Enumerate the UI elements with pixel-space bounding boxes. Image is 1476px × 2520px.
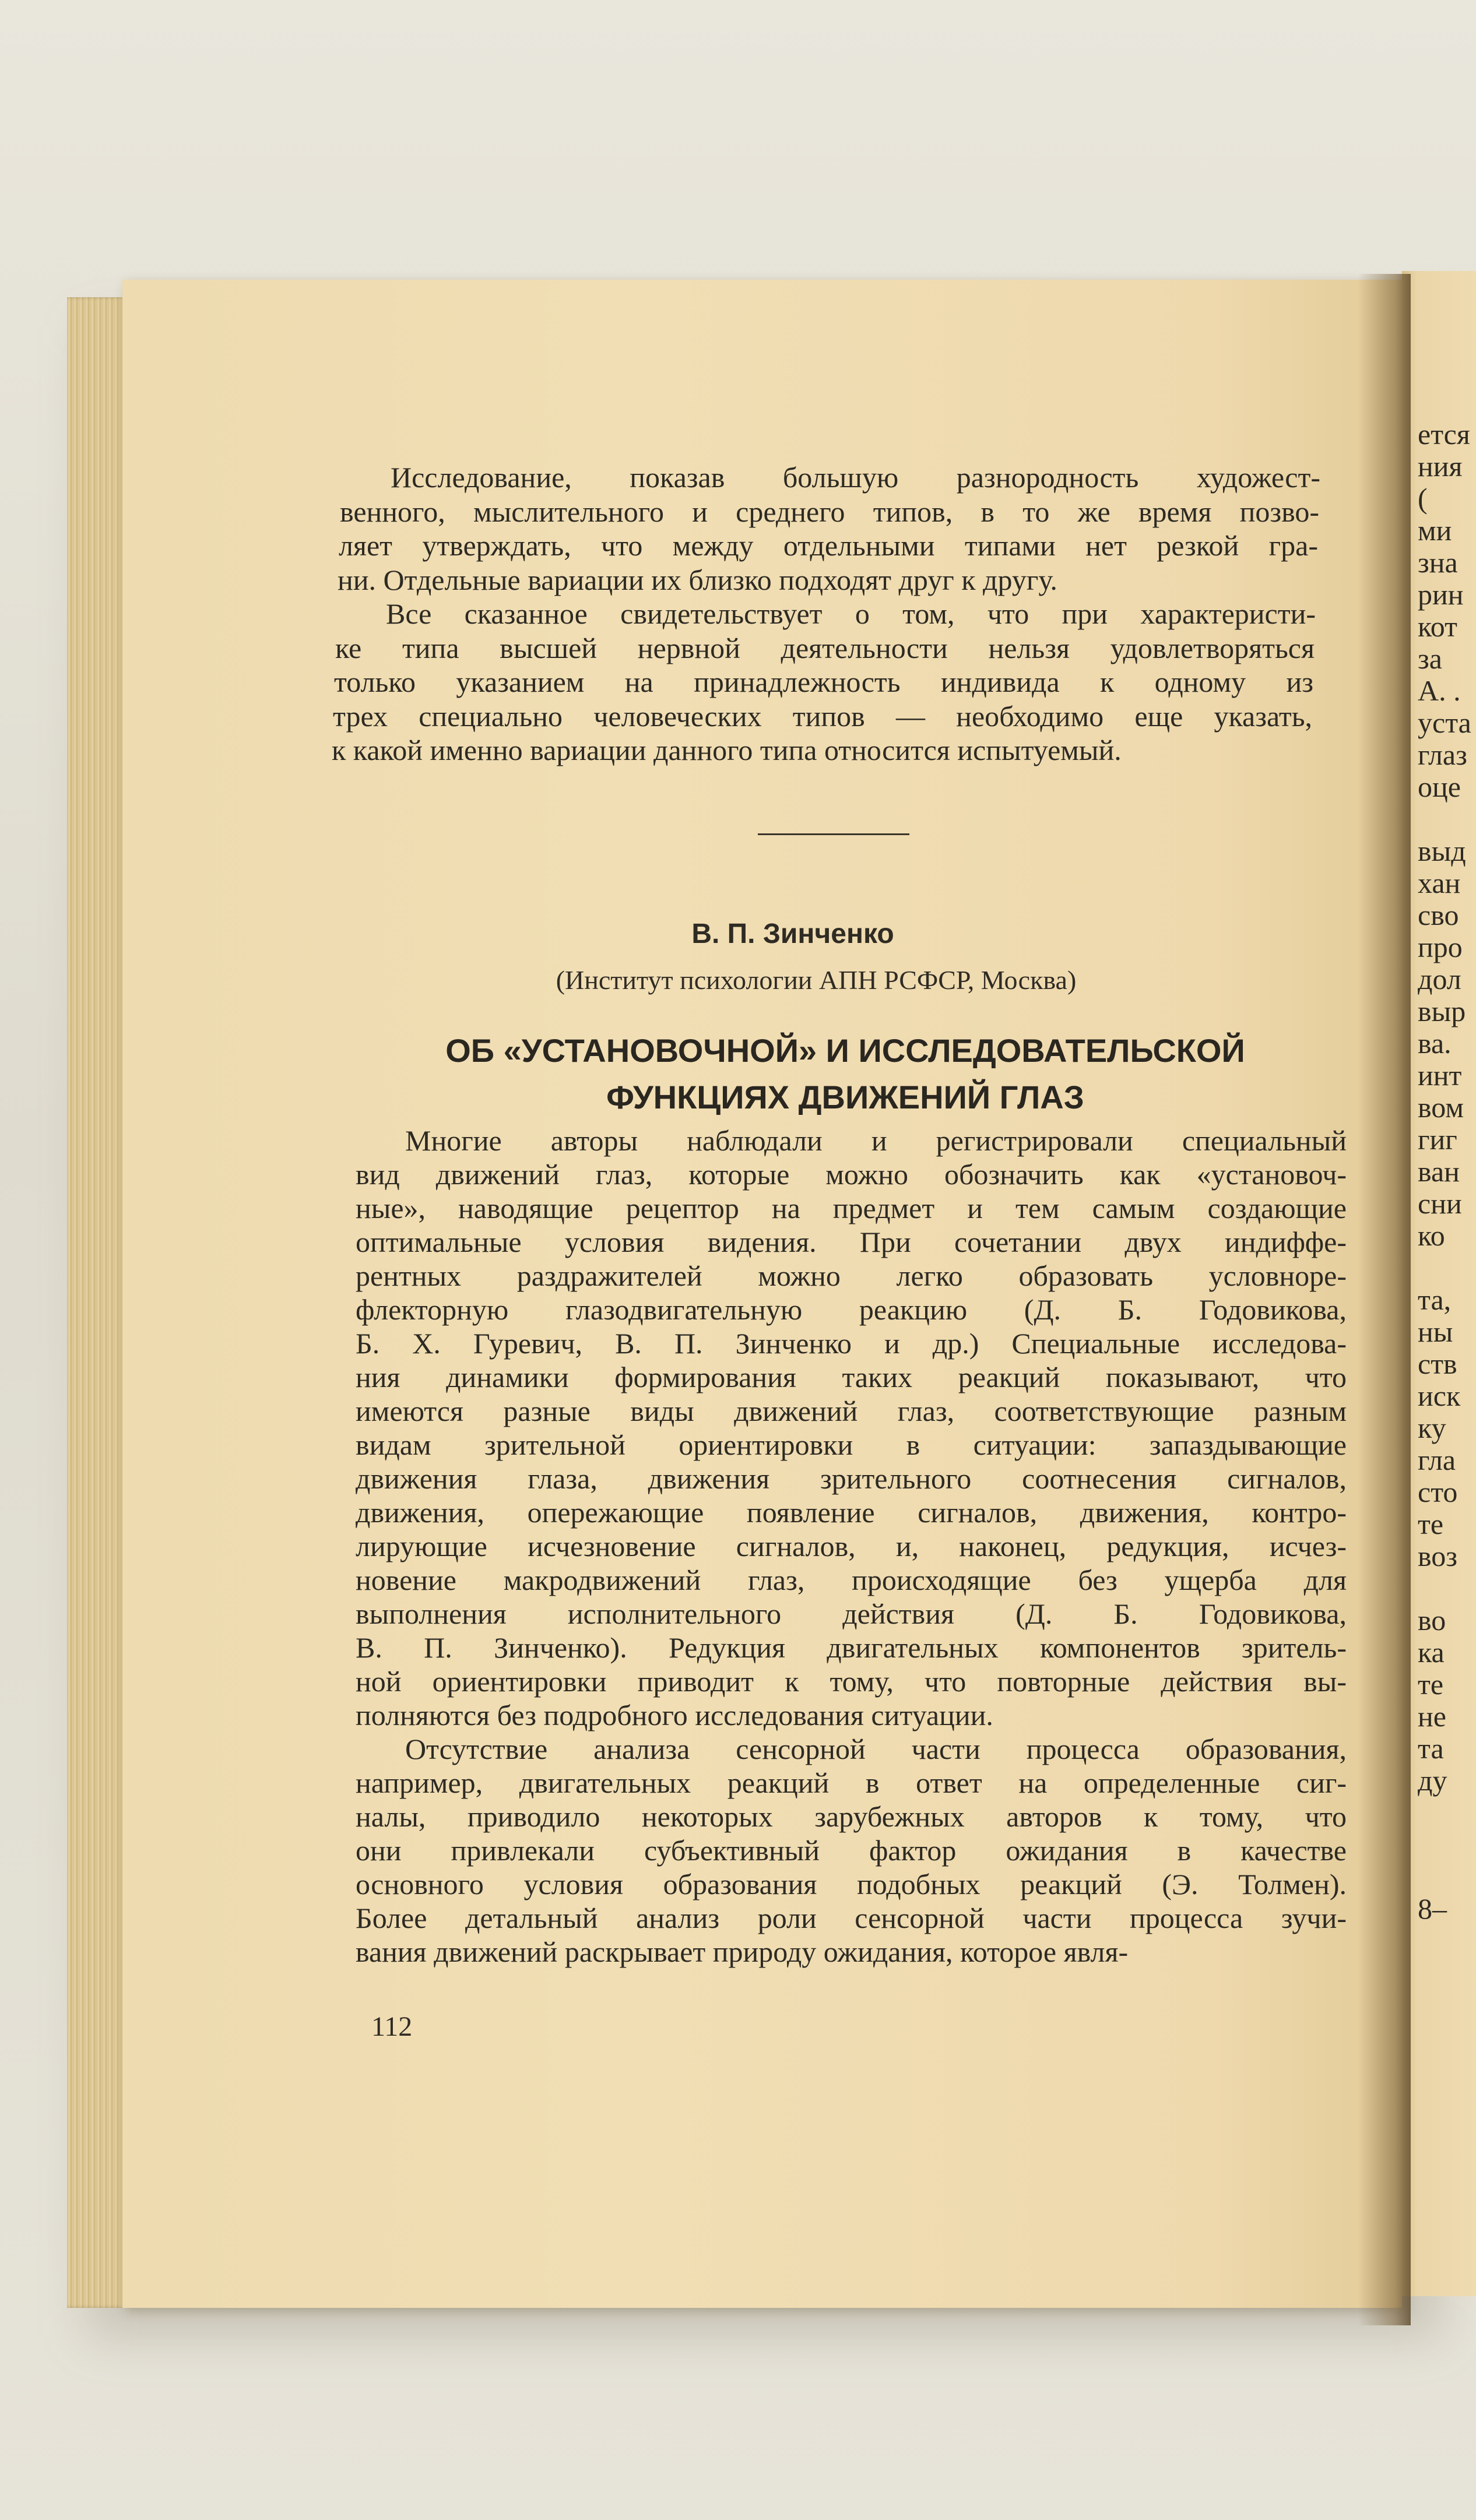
book-gutter [1358,274,1411,2325]
fragment-line: те [1418,1508,1444,1540]
text-line: они привлекали субъективный фактор ожидания в качестве [356,1834,1347,1867]
text-line: Многие авторы наблюдали и регистрировали специальный [405,1124,1347,1157]
text-line: Все сказанное свидетельствует о том, что при характеристи- [386,597,1316,630]
fragment-line: вом [1418,1091,1464,1124]
text-line: основного условия образования подобных реакций (Э. Толмен). [356,1868,1347,1900]
fragment-line [1418,803,1476,835]
fragment-line [1418,1572,1476,1604]
text-line: полняются без подробного исследования ситуации. [356,1699,993,1731]
text-line: венного, мыслительного и среднего типов, в то же время позво- [340,495,1319,528]
fragment-line: ду [1418,1764,1447,1797]
article-title-line-2: ФУНКЦИЯХ ДВИЖЕНИЙ ГЛАЗ [606,1079,1084,1115]
text-line: Более детальный анализ роли сенсорной части процесса зучи- [356,1902,1347,1934]
page-number: 112 [371,2011,413,2042]
page-edges [67,297,125,2308]
fragment-line: ния [1418,450,1463,483]
fragment-line: сто [1418,1476,1458,1508]
fragment-line [1418,1861,1476,1893]
text-line: ке типа высшей нервной деятельности нельзя удовлетворяться [335,631,1315,664]
fragment-line: 8– [1418,1892,1447,1925]
text-line: новение макродвижений глаз, происходящие без ущерба для [356,1564,1347,1596]
fragment-line: оце [1418,770,1461,803]
text-line: имеются разные виды движений глаз, соответствующие разным [356,1395,1347,1427]
fragment-line: ван [1418,1155,1460,1188]
fragment-line: про [1418,931,1463,963]
text-line: В. П. Зинченко). Редукция двигательных компонентов зритель- [356,1631,1347,1664]
fragment-line: рин [1418,578,1464,611]
fragment-line: кот [1418,610,1457,643]
fragment-line: ко [1418,1219,1445,1252]
text-line: Отсутствие анализа сенсорной части процесса образования, [405,1733,1347,1765]
fragment-line: А. . [1418,674,1461,707]
fragment-line: ку [1418,1412,1446,1444]
fragment-line: ва. [1418,1027,1452,1060]
text-line: движения глаза, движения зрительного соотнесения сигналов, [356,1462,1347,1495]
fragment-line: сни [1418,1187,1462,1220]
fragment-line: глаз [1418,738,1467,771]
fragment-line: не [1418,1700,1446,1733]
article-author: В. П. Зинченко [691,918,894,949]
text-line: ной ориентировки приводит к тому, что повторные действия вы- [356,1665,1347,1698]
fragment-line: гиг [1418,1123,1457,1156]
text-line: видам зрительной ориентировки в ситуации: запаздывающие [356,1428,1347,1461]
text-line: ляет утверждать, что между отдельными типами нет резкой гра- [339,529,1318,562]
fragment-line: хан [1418,867,1461,899]
text-line: трех специально человеческих типов — необходимо еще указать, [333,699,1312,733]
fragment-line: воз [1418,1540,1458,1572]
text-line: к какой именно вариации данного типа относится испытуемый. [332,734,1122,766]
section-divider [758,833,909,835]
fragment-line: ми [1418,514,1452,547]
text-line: Исследование, показав большую разнородность художест- [391,461,1320,494]
fragment-line: те [1418,1668,1444,1701]
fragment-line: ств [1418,1347,1457,1380]
text-line: рентных раздражителей можно легко образовать условноре- [356,1259,1347,1292]
fragment-line: сво [1418,899,1459,931]
text-line: вид движений глаз, которые можно обозначить как «установоч- [356,1158,1347,1191]
fragment-line: ется [1418,418,1470,450]
text-line: оптимальные условия видения. При сочетании двух индиффе- [356,1226,1347,1258]
right-page-fragments [1418,418,1476,1925]
text-line: лирующие исчезновение сигналов, и, наконец, редукция, исчез- [356,1530,1347,1562]
fragment-line: уста [1418,706,1471,739]
fragment-line: выд [1418,835,1466,867]
text-line: только указанием на принадлежность индивида к одному из [334,666,1313,698]
text-line: ния динамики формирования таких реакций показывают, что [356,1361,1347,1393]
text-line: ни. Отдельные вариации их близко подходят друг к другу. [338,563,1057,596]
fragment-line: во [1418,1604,1446,1636]
fragment-line: инт [1418,1059,1462,1092]
author-affiliation: (Институт психологии АПН РСФСР, Москва) [556,965,1077,995]
fragment-line: иск [1418,1379,1461,1412]
fragment-line: дол [1418,963,1461,995]
text-line: вания движений раскрывает природу ожидания, которое явля- [356,1935,1129,1968]
fragment-line [1418,1829,1476,1861]
fragment-line: ны [1418,1315,1453,1348]
fragment-line: ка [1418,1636,1445,1669]
text-line: ные», наводящие рецептор на предмет и тем самым создающие [356,1192,1347,1224]
text-line: флекторную глазодвигательную реакцию (Д. Б. Годовикова, [356,1293,1347,1326]
fragment-line: зна [1418,546,1458,579]
fragment-line: за [1418,642,1442,675]
fragment-line [1418,1797,1476,1829]
fragment-line: гла [1418,1444,1456,1476]
text-line: Б. Х. Гуревич, В. П. Зинченко и др.) Специальные исследова- [356,1327,1347,1360]
text-line: выполнения исполнительного действия (Д. Б. Годовикова, [356,1597,1347,1630]
fragment-line: ( [1418,482,1428,515]
fragment-line: та, [1418,1283,1452,1316]
text-line: движения, опережающие появление сигналов, движения, контро- [356,1496,1347,1529]
article-title-line-1: ОБ «УСТАНОВОЧНОЙ» И ИССЛЕДОВАТЕЛЬСКОЙ [445,1032,1245,1069]
fragment-line [1418,1252,1476,1284]
fragment-line: выр [1418,995,1466,1027]
text-line: например, двигательных реакций в ответ на определенные сиг- [356,1766,1347,1799]
text-line: налы, приводило некоторых зарубежных авторов к тому, что [356,1800,1347,1833]
fragment-line: та [1418,1732,1444,1765]
